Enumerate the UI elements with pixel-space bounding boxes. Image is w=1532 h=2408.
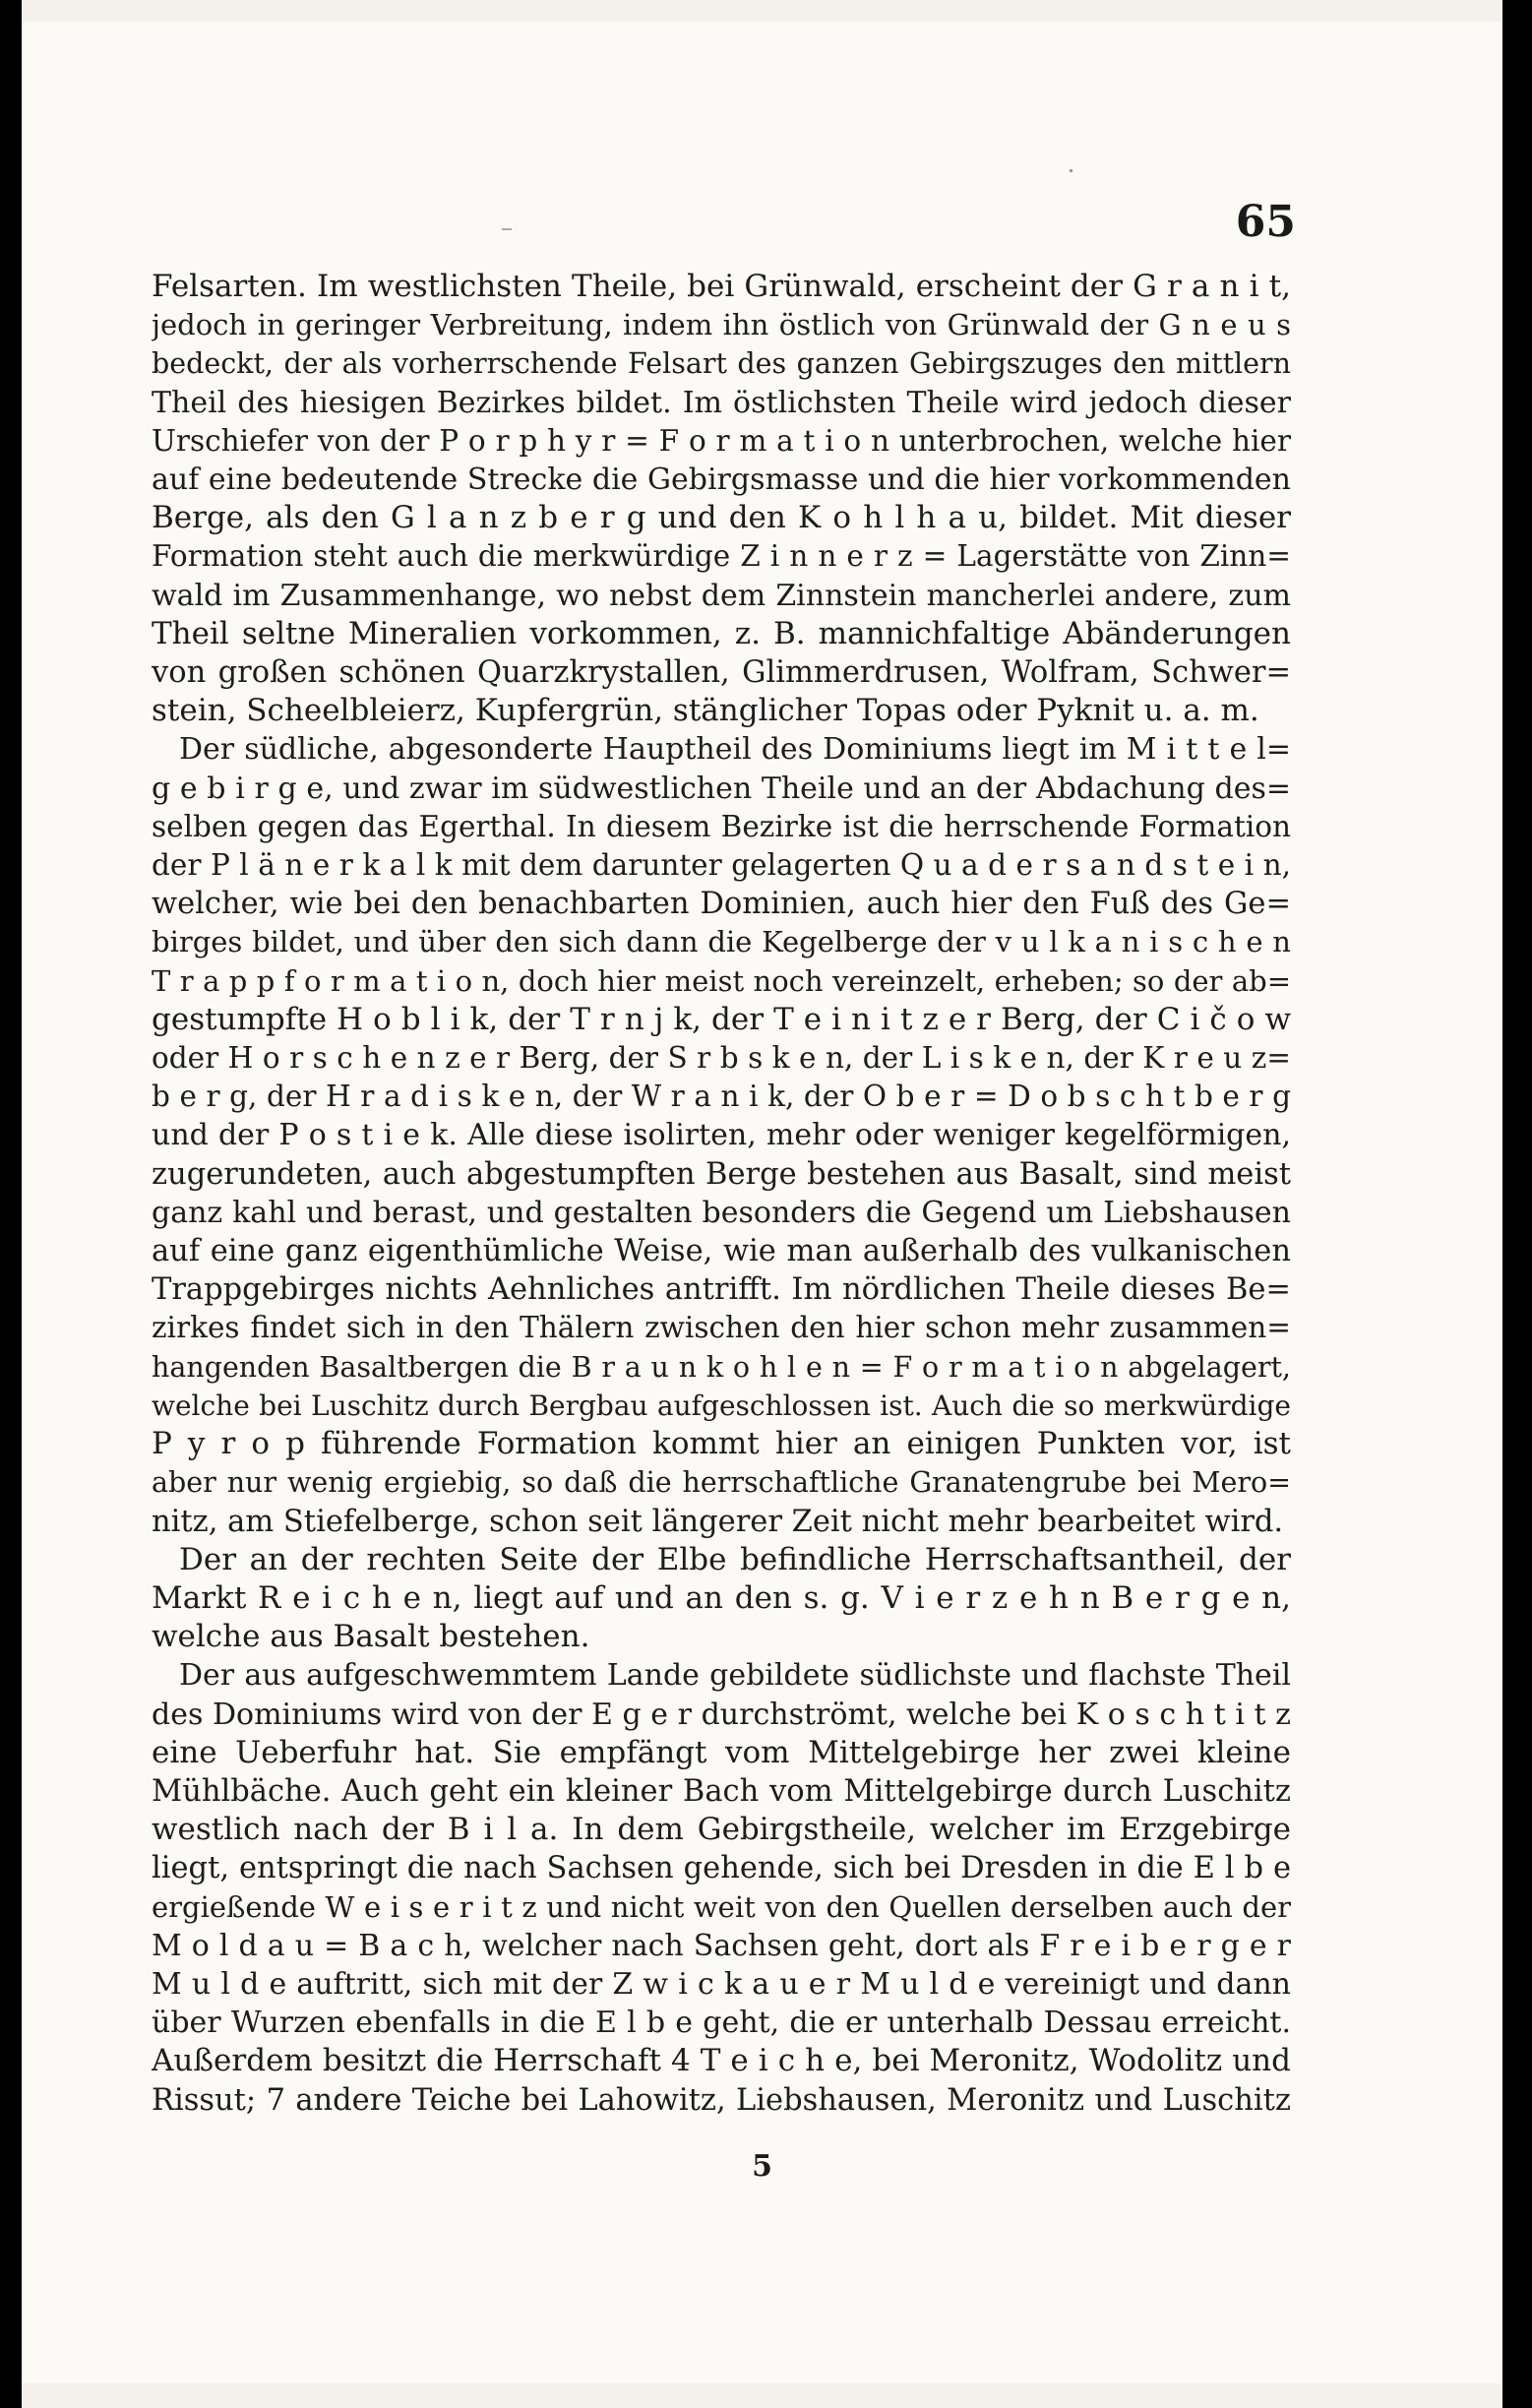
text-line: welcher, wie bei den benachbarten Dominien, auch hier den Fuß des Ge=: [152, 887, 1291, 922]
text-line: des Dominiums wird von der E g e r durchströmt, welche bei K o s c h t i t z: [152, 1697, 1291, 1732]
text-line: selben gegen das Egerthal. In diesem Bezirke ist die herrschende Formation: [152, 809, 1291, 843]
page-paper: [22, 22, 1502, 2383]
text-line: Der aus aufgeschwemmtem Lande gebildete südlichste und flachste Theil: [179, 1658, 1291, 1694]
text-line: Markt R e i c h e n, liegt auf und an den s. g. V i e r z e h n B e r g e n,: [152, 1579, 1291, 1616]
text-line: auf eine ganz eigenthümliche Weise, wie man außerhalb des vulkanischen: [152, 1234, 1291, 1269]
text-line: Berge, als den G l a n z b e r g und den K o h l h a u, bildet. Mit dieser: [152, 500, 1291, 536]
text-line: jedoch in geringer Verbreitung, indem ihn östlich von Grünwald der G n e u s: [152, 308, 1291, 342]
text-line: bedeckt, der als vorherrschende Felsart des ganzen Gebirgszuges den mittlern: [152, 347, 1291, 381]
body-text: [152, 268, 1291, 2120]
text-line: Trappgebirges nichts Aehnliches antrifft. Im nördlichen Theile dieses Be=: [152, 1272, 1291, 1308]
signature-mark: 5: [752, 2149, 772, 2184]
page: [22, 0, 1502, 2408]
print-speck: [1070, 169, 1072, 172]
text-line: gestumpfte H o b l i k, der T r n j k, der T e i n i t z e r Berg, der C i č o w: [152, 1001, 1291, 1037]
text-line: g e b i r g e, und zwar im südwestlichen Theile und an der Abdachung des=: [152, 771, 1291, 806]
text-line: welche bei Luschitz durch Bergbau aufgeschlossen ist. Auch die so merkwürdige: [152, 1389, 1291, 1422]
text-line: Formation steht auch die merkwürdige Z i n n e r z = Lagerstätte von Zinn=: [152, 539, 1291, 574]
text-line: b e r g, der H r a d i s k e n, der W r a n i k, der O b e r = D o b s c h t b e r g: [152, 1080, 1291, 1114]
text-line: hangenden Basaltbergen die B r a u n k o h l e n = F o r m a t i o n abgelagert,: [152, 1350, 1291, 1384]
text-line: P y r o p führende Formation kommt hier an einigen Punkten vor, ist: [152, 1426, 1291, 1462]
text-line: Außerdem besitzt die Herrschaft 4 T e i c h e, bei Meronitz, Wodolitz und: [152, 2043, 1291, 2079]
text-line: zirkes findet sich in den Thälern zwischen den hier schon mehr zusammen=: [152, 1311, 1291, 1345]
print-mark: [502, 228, 512, 230]
text-line: ergießende W e i s e r i t z und nicht weit von den Quellen derselben auch der: [152, 1889, 1291, 1924]
text-line: westlich nach der B i l a. In dem Gebirgstheile, welcher im Erzgebirge: [152, 1812, 1291, 1848]
text-line: Mühlbäche. Auch geht ein kleiner Bach vom Mittelgebirge durch Luschitz: [152, 1773, 1291, 1809]
text-line: auf eine bedeutende Strecke die Gebirgsmasse und die hier vorkommenden: [152, 463, 1291, 498]
page-number: 65: [1235, 197, 1296, 247]
text-line: birges bildet, und über den sich dann die Kegelberge der v u l k a n i s c h e n: [152, 925, 1291, 959]
text-line: Urschiefer von der P o r p h y r = F o r m a t i o n unterbrochen, welche hier: [152, 423, 1291, 458]
text-line: Der südliche, abgesonderte Hauptheil des Dominiums liegt im M i t t e l=: [179, 732, 1291, 768]
text-line: zugerundeten, auch abgestumpften Berge bestehen aus Basalt, sind meist: [152, 1156, 1291, 1192]
text-line: von großen schönen Quarzkrystallen, Glimmerdrusen, Wolfram, Schwer=: [152, 655, 1291, 691]
text-line: Der an der rechten Seite der Elbe befindliche Herrschaftsantheil, der: [179, 1541, 1291, 1577]
text-line: Rissut; 7 andere Teiche bei Lahowitz, Liebshausen, Meronitz und Luschitz: [152, 2082, 1291, 2118]
text-line: aber nur wenig ergiebig, so daß die herrschaftliche Granatengrube bei Mero=: [152, 1466, 1291, 1500]
text-line: welche aus Basalt bestehen.: [152, 1619, 590, 1655]
text-line: Felsarten. Im westlichsten Theile, bei Grünwald, erscheint der G r a n i t,: [152, 269, 1291, 304]
text-line: oder H o r s c h e n z e r Berg, der S r b s k e n, der L i s k e n, der K r e u z=: [152, 1041, 1291, 1076]
text-line: M o l d a u = B a c h, welcher nach Sachsen geht, dort als F r e i b e r g e r: [152, 1928, 1291, 1963]
text-line: eine Ueberfuhr hat. Sie empfängt vom Mittelgebirge her zwei kleine: [152, 1734, 1291, 1770]
text-line: liegt, entspringt die nach Sachsen gehende, sich bei Dresden in die E l b e: [152, 1851, 1291, 1886]
text-line: nitz, am Stiefelberge, schon seit längerer Zeit nicht mehr bearbeitet wird.: [152, 1504, 1284, 1539]
text-line: T r a p p f o r m a t i o n, doch hier meist noch vereinzelt, erheben; so der ab=: [152, 963, 1291, 998]
text-line: Theil seltne Mineralien vorkommen, z. B. mannichfaltige Abänderungen: [152, 615, 1291, 651]
text-line: ganz kahl und berast, und gestalten besonders die Gegend um Liebshausen: [152, 1195, 1291, 1230]
text-line: Theil des hiesigen Bezirkes bildet. Im östlichsten Theile wird jedoch dieser: [152, 385, 1291, 420]
text-line: stein, Scheelbleierz, Kupfergrün, stänglicher Topas oder Pyknit u. a. m.: [152, 693, 1259, 729]
text-line: und der P o s t i e k. Alle diese isolirten, mehr oder weniger kegelförmigen,: [152, 1118, 1291, 1153]
text-line: wald im Zusammenhange, wo nebst dem Zinnstein mancherlei andere, zum: [152, 578, 1291, 613]
text-line: der P l ä n e r k a l k mit dem darunter gelagerten Q u a d e r s a n d s t e i n,: [152, 848, 1291, 883]
text-line: über Wurzen ebenfalls in die E l b e geht, die er unterhalb Dessau erreicht.: [152, 2006, 1291, 2041]
text-line: M u l d e auftritt, sich mit der Z w i c k a u e r M u l d e vereinigt und dann: [152, 1966, 1291, 2002]
